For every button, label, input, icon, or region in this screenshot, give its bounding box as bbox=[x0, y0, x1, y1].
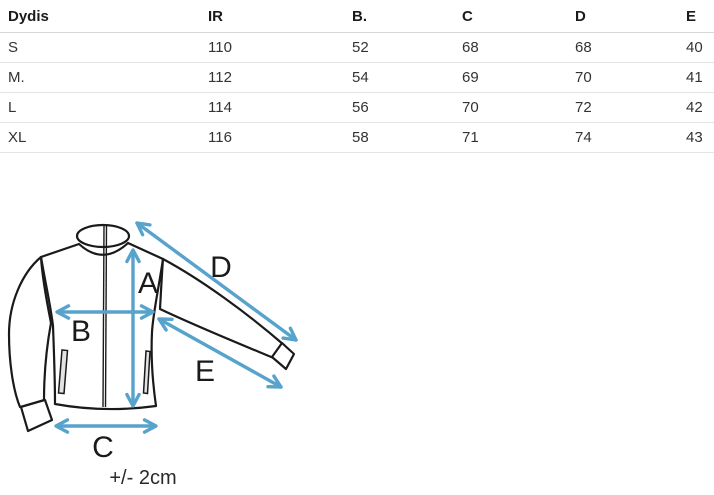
zipper-line-right bbox=[106, 226, 107, 407]
measure-label-d: D bbox=[210, 251, 232, 284]
size-table-header-row bbox=[0, 0, 714, 33]
value-cell: 69 bbox=[462, 63, 575, 93]
value-cell: 68 bbox=[575, 33, 686, 63]
header-d: D bbox=[575, 0, 686, 33]
value-cell: 70 bbox=[462, 93, 575, 123]
value-cell: 54 bbox=[352, 63, 462, 93]
jacket-collar bbox=[77, 225, 129, 247]
value-cell: 52 bbox=[352, 33, 462, 63]
measure-label-b: B bbox=[70, 315, 92, 348]
value-cell: 110 bbox=[208, 33, 352, 63]
measure-label-a: A bbox=[137, 267, 159, 300]
measurement-diagram bbox=[0, 195, 340, 495]
value-cell: 112 bbox=[208, 63, 352, 93]
value-cell: 71 bbox=[462, 123, 575, 153]
header-size: Dydis bbox=[0, 0, 208, 33]
value-cell: 42 bbox=[686, 93, 714, 123]
value-cell: 116 bbox=[208, 123, 352, 153]
value-cell: 70 bbox=[575, 63, 686, 93]
value-cell: 56 bbox=[352, 93, 462, 123]
header-e: E bbox=[686, 0, 714, 33]
size-cell: L bbox=[0, 93, 208, 123]
table-row-m bbox=[0, 63, 714, 93]
table-row-l bbox=[0, 93, 714, 123]
value-cell: 41 bbox=[686, 63, 714, 93]
value-cell: 72 bbox=[575, 93, 686, 123]
value-cell: 114 bbox=[208, 93, 352, 123]
value-cell: 43 bbox=[686, 123, 714, 153]
size-cell: S bbox=[0, 33, 208, 63]
zipper-line-left bbox=[103, 226, 104, 407]
value-cell: 74 bbox=[575, 123, 686, 153]
header-c: C bbox=[462, 0, 575, 33]
size-table bbox=[0, 0, 714, 153]
jacket-drawing bbox=[9, 225, 294, 431]
value-cell: 58 bbox=[352, 123, 462, 153]
size-cell: XL bbox=[0, 123, 208, 153]
size-cell: M. bbox=[0, 63, 208, 93]
value-cell: 68 bbox=[462, 33, 575, 63]
value-cell: 40 bbox=[686, 33, 714, 63]
header-ir: IR bbox=[208, 0, 352, 33]
table-row-xl bbox=[0, 123, 714, 153]
measure-label-e: E bbox=[194, 355, 216, 388]
measure-label-c: C bbox=[92, 431, 114, 464]
table-row-s bbox=[0, 33, 714, 63]
tolerance-note: +/- 2cm bbox=[109, 467, 177, 489]
header-b: B. bbox=[352, 0, 462, 33]
jacket-left-cuff bbox=[21, 400, 52, 431]
